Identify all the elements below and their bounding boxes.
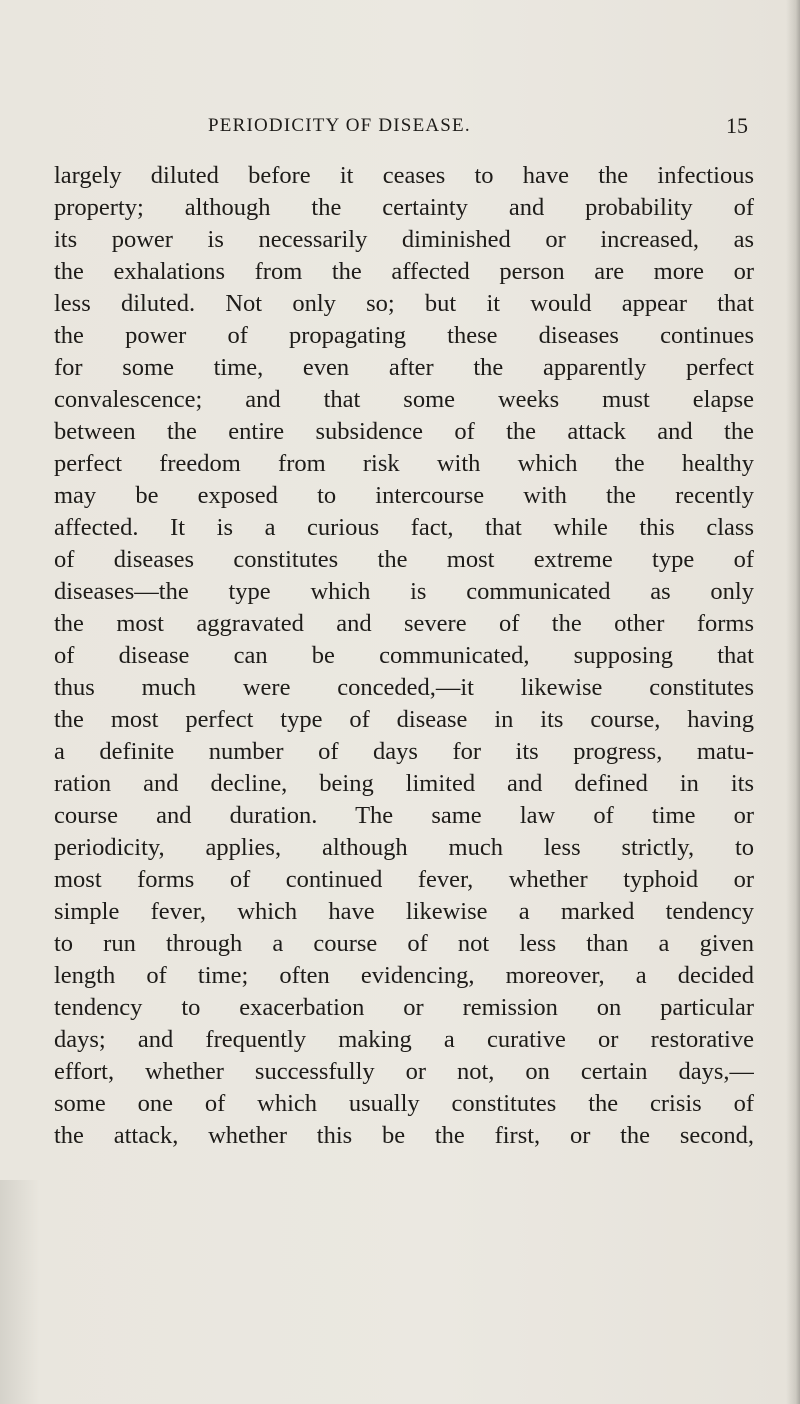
text-line: affected. It is a curious fact, that while this class: [54, 514, 754, 541]
text-line: perfect freedom from risk with which the healthy: [54, 450, 754, 477]
text-line: the attack, whether this be the first, or the second,: [54, 1122, 754, 1149]
text-line: the power of propagating these diseases continues: [54, 322, 754, 349]
text-line: between the entire subsidence of the attack and the: [54, 418, 754, 445]
text-line: thus much were conceded,—it likewise constitutes: [54, 674, 754, 701]
text-line: property; although the certainty and probability of: [54, 194, 754, 221]
page-number: 15: [726, 113, 748, 138]
text-line: course and duration. The same law of time or: [54, 802, 754, 829]
text-line: convalescence; and that some weeks must elapse: [54, 386, 754, 413]
text-line: a definite number of days for its progress, matu-: [54, 738, 754, 765]
text-line: effort, whether successfully or not, on certain days,—: [54, 1058, 754, 1085]
text-line: of disease can be communicated, supposing that: [54, 642, 754, 669]
text-line: simple fever, which have likewise a marked tendency: [54, 898, 754, 925]
text-line: of diseases constitutes the most extreme type of: [54, 546, 754, 573]
page-corner-shadow: [0, 1180, 40, 1404]
text-line: may be exposed to intercourse with the recently: [54, 482, 754, 509]
text-line: days; and frequently making a curative or restorative: [54, 1026, 754, 1053]
text-line: to run through a course of not less than a given: [54, 930, 754, 957]
text-line: the most aggravated and severe of the other forms: [54, 610, 754, 637]
text-line: most forms of continued fever, whether typhoid or: [54, 866, 754, 893]
text-line: for some time, even after the apparently perfect: [54, 354, 754, 381]
text-line: some one of which usually constitutes the crisis of: [54, 1090, 754, 1117]
page-header: [208, 115, 748, 145]
text-line: its power is necessarily diminished or increased, as: [54, 226, 754, 253]
text-line: less diluted. Not only so; but it would appear that: [54, 290, 754, 317]
page-edge-shadow: [786, 0, 800, 1404]
text-line: the most perfect type of disease in its course, having: [54, 706, 754, 733]
text-line: diseases—the type which is communicated as only: [54, 578, 754, 605]
text-line: the exhalations from the affected person are more or: [54, 258, 754, 285]
text-line: ration and decline, being limited and defined in its: [54, 770, 754, 797]
text-line: length of time; often evidencing, moreover, a decided: [54, 962, 754, 989]
text-line: tendency to exacerbation or remission on particular: [54, 994, 754, 1021]
text-line: largely diluted before it ceases to have the infectious: [54, 162, 754, 189]
body-text: [54, 160, 754, 1152]
running-title: PERIODICITY OF DISEASE.: [208, 115, 471, 136]
text-line: periodicity, applies, although much less strictly, to: [54, 834, 754, 861]
